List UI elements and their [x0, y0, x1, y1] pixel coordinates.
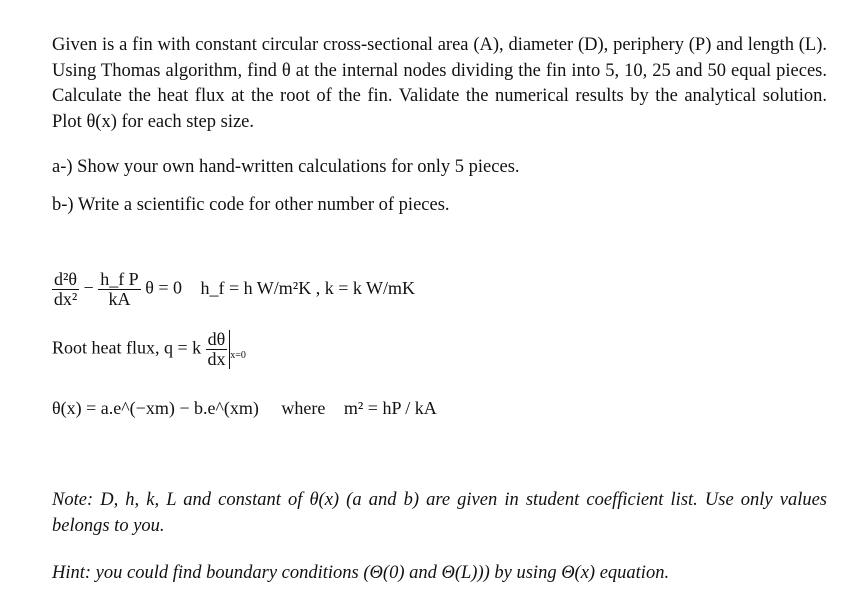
- numerator: d²θ: [54, 269, 78, 289]
- denominator: dx²: [53, 289, 78, 309]
- denominator: kA: [108, 289, 131, 309]
- m-definition: m² = hP / kA: [343, 398, 437, 418]
- analytical-solution: [52, 398, 437, 419]
- units: h_f = h W/m²K , k = k W/mK: [200, 277, 416, 298]
- numerator: h_f P: [100, 269, 139, 289]
- evaluation-point: x=0: [230, 350, 246, 362]
- minus: −: [83, 277, 94, 298]
- part-a: a-) Show your own hand-written calculations for only 5 pieces.: [52, 157, 520, 177]
- problem-statement: Given is a fin with constant circular cross-sectional area (A), diameter (D), periphery (P) and length (L). Using Thomas algorithm, find θ at the internal nodes dividing the fin into 5, 10, 25 and 50 equal pieces. Calculate the heat flux at the root of the fin. Validate the numerical results by the analytical solution. Plot θ(x) for each step size.: [52, 35, 827, 132]
- theta-expression: θ(x) = a.e^(−xm) − b.e^(xm): [52, 398, 259, 418]
- equation-rest: θ = 0: [145, 277, 182, 298]
- hint: Hint: you could find boundary conditions (Θ(0) and Θ(L))) by using Θ(x) equation.: [52, 563, 670, 583]
- root-heat-flux-equation: [52, 330, 246, 369]
- numerator: dθ: [207, 329, 226, 349]
- label: Root heat flux, q = k: [52, 337, 202, 358]
- denominator: dx: [207, 349, 226, 369]
- note: Note: D, h, k, L and constant of θ(x) (a and b) are given in student coefficient list. Use only values belongs to you.: [52, 490, 827, 536]
- where: where: [281, 398, 326, 418]
- part-b: b-) Write a scientific code for other number of pieces.: [52, 195, 450, 215]
- fin-equation: [52, 270, 415, 309]
